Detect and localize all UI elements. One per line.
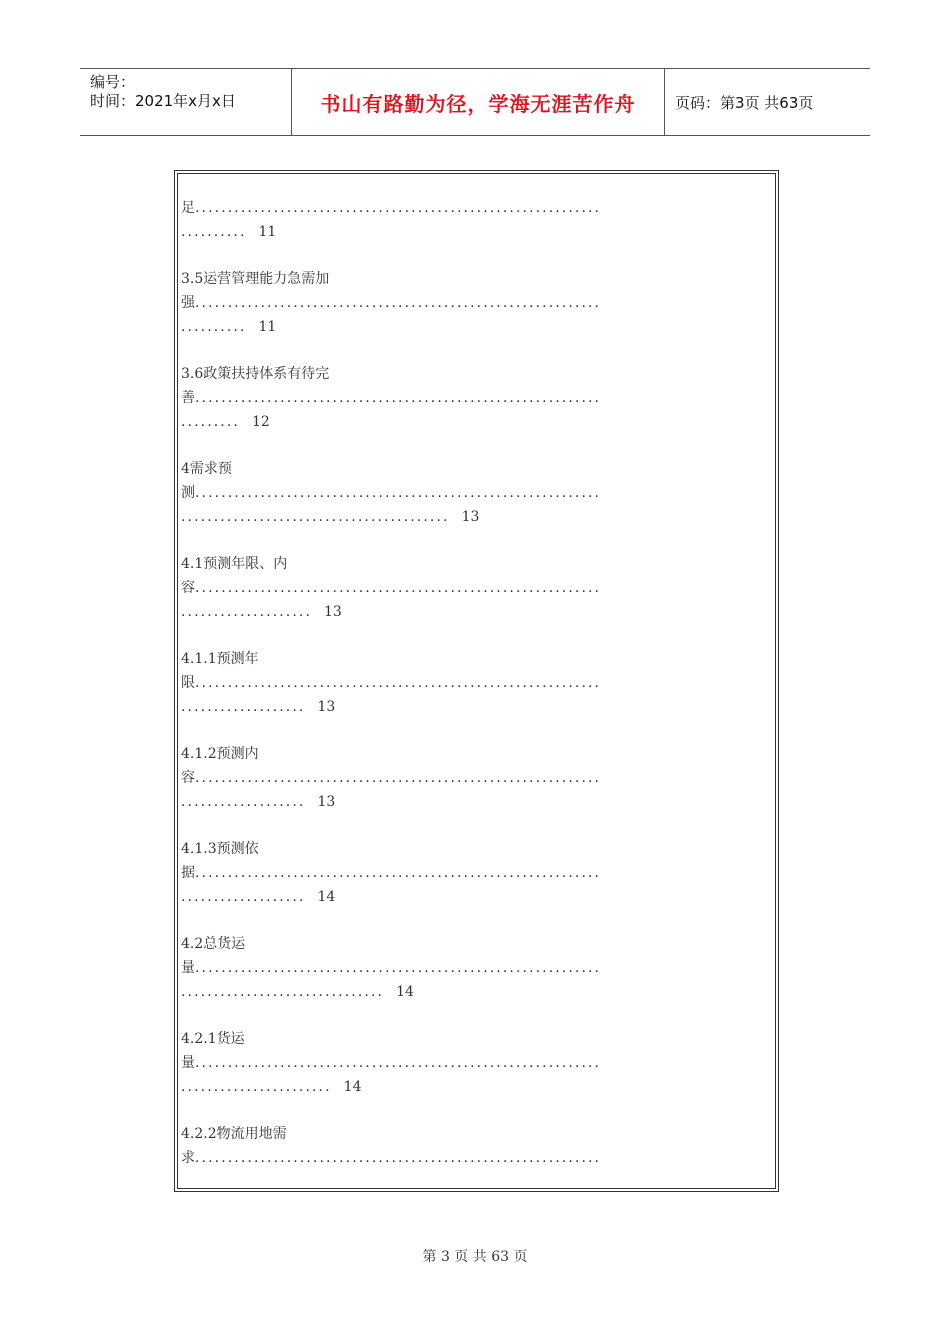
toc-entry-lead-char: 测 — [181, 485, 195, 501]
toc-entry-lead-char: 强 — [181, 295, 195, 311]
toc-page-number: 13 — [324, 604, 342, 620]
toc-entry-leader — [181, 956, 775, 980]
toc-page-number: 13 — [461, 509, 480, 525]
dot-leader: .............................................................. — [195, 1055, 602, 1071]
toc-entry-leader — [181, 766, 775, 790]
page-header — [80, 68, 870, 136]
document-date: 时间：2021年x月x日 — [90, 92, 236, 110]
toc-entry-title: 4.1.2预测内 — [181, 746, 259, 762]
toc-page-number: 11 — [258, 224, 277, 240]
toc-entry-leader-cont — [181, 505, 775, 529]
toc-entry-lead-char: 足 — [181, 200, 195, 216]
toc-entry-leader-cont — [181, 220, 775, 244]
dot-leader: .............................................................. — [195, 865, 602, 881]
dot-leader: .............................................................. — [195, 390, 602, 406]
toc-entry[interactable] — [181, 552, 775, 624]
dot-leader: .............................................................. — [195, 675, 602, 691]
toc-entry-title: 3.5运营管理能力急需加 — [181, 271, 330, 287]
toc-entry-lead-char: 善 — [181, 390, 195, 406]
dot-leader: ......................................... — [181, 509, 450, 525]
toc-entry[interactable] — [181, 932, 775, 1004]
toc-entry[interactable] — [181, 647, 775, 719]
dot-leader: .............................................................. — [195, 770, 602, 786]
toc-entry-leader-cont — [181, 1075, 775, 1099]
dot-leader: ................... — [181, 794, 306, 810]
toc-entry-lead-char: 求 — [181, 1150, 195, 1166]
toc-entry-leader — [181, 196, 775, 220]
toc-entry-leader-cont — [181, 315, 775, 339]
dot-leader: .................... — [181, 604, 313, 620]
dot-leader: .............................................................. — [195, 1150, 602, 1166]
toc-entry-title: 4需求预 — [181, 461, 232, 477]
dot-leader: .............................................................. — [195, 200, 602, 216]
header-meta — [80, 69, 292, 135]
table-of-contents — [181, 196, 775, 1189]
toc-entry-leader-cont — [181, 980, 775, 1004]
toc-entry[interactable] — [181, 267, 775, 339]
toc-entry-title: 4.2.1货运 — [181, 1031, 245, 1047]
toc-page-number: 13 — [317, 794, 336, 810]
toc-entry-leader-cont — [181, 695, 775, 719]
dot-leader: ....................... — [181, 1079, 332, 1095]
toc-entry[interactable] — [181, 196, 775, 244]
toc-entry[interactable] — [181, 457, 775, 529]
toc-entry-lead-char: 容 — [181, 580, 195, 596]
toc-page-number: 14 — [343, 1079, 362, 1095]
header-motto: 书山有路勤为径，学海无涯苦作舟 — [292, 69, 665, 135]
toc-entry-title: 3.6政策扶持体系有待完 — [181, 366, 330, 382]
dot-leader: .............................................................. — [195, 960, 602, 976]
dot-leader: .......... — [181, 319, 247, 335]
dot-leader: ................... — [181, 889, 306, 905]
toc-page-number: 12 — [251, 414, 270, 430]
toc-entry-lead-char: 据 — [181, 865, 195, 881]
toc-frame — [174, 170, 779, 1192]
toc-entry-lead-char: 限 — [181, 675, 195, 691]
toc-entry[interactable] — [181, 1122, 775, 1170]
dot-leader: .......... — [181, 224, 247, 240]
toc-entry-leader — [181, 1051, 775, 1075]
toc-entry[interactable] — [181, 837, 775, 909]
toc-entry-lead-char: 量 — [181, 1055, 195, 1071]
toc-entry-leader-cont — [181, 885, 775, 909]
toc-entry[interactable] — [181, 362, 775, 434]
toc-entry-title: 4.2总货运 — [181, 936, 246, 952]
dot-leader: .............................................................. — [195, 580, 602, 596]
toc-page-number: 14 — [396, 984, 414, 1000]
toc-entry-leader-cont — [181, 600, 775, 624]
toc-page-number: 13 — [317, 699, 336, 715]
toc-entry-leader — [181, 671, 775, 695]
dot-leader: .............................................................. — [195, 295, 602, 311]
page-footer: 第 3 页 共 63 页 — [422, 1249, 528, 1265]
toc-entry-lead-char: 量 — [181, 960, 195, 976]
dot-leader: ............................... — [181, 984, 385, 1000]
toc-entry-leader — [181, 861, 775, 885]
toc-entry-lead-char: 容 — [181, 770, 195, 786]
toc-entry-title: 4.1.3预测依 — [181, 841, 259, 857]
toc-entry-title: 4.2.2物流用地需 — [181, 1126, 287, 1142]
toc-entry-leader — [181, 386, 775, 410]
toc-frame-inner — [177, 173, 776, 1189]
toc-entry-title: 4.1预测年限、内 — [181, 556, 288, 572]
toc-entry-leader — [181, 481, 775, 505]
toc-entry-leader — [181, 291, 775, 315]
toc-entry-title: 4.1.1预测年 — [181, 651, 259, 667]
toc-entry-leader — [181, 576, 775, 600]
document-number: 编号： — [90, 73, 136, 91]
toc-entry-leader — [181, 1146, 775, 1170]
dot-leader: ......... — [181, 414, 240, 430]
header-page-info: 页码：第3页 共63页 — [675, 93, 814, 112]
toc-entry[interactable] — [181, 1027, 775, 1099]
toc-page-number: 11 — [258, 319, 277, 335]
dot-leader: .............................................................. — [195, 485, 602, 501]
toc-page-number: 14 — [317, 889, 336, 905]
dot-leader: ................... — [181, 699, 306, 715]
toc-entry-leader-cont — [181, 790, 775, 814]
toc-entry[interactable] — [181, 742, 775, 814]
toc-entry-leader-cont — [181, 410, 775, 434]
